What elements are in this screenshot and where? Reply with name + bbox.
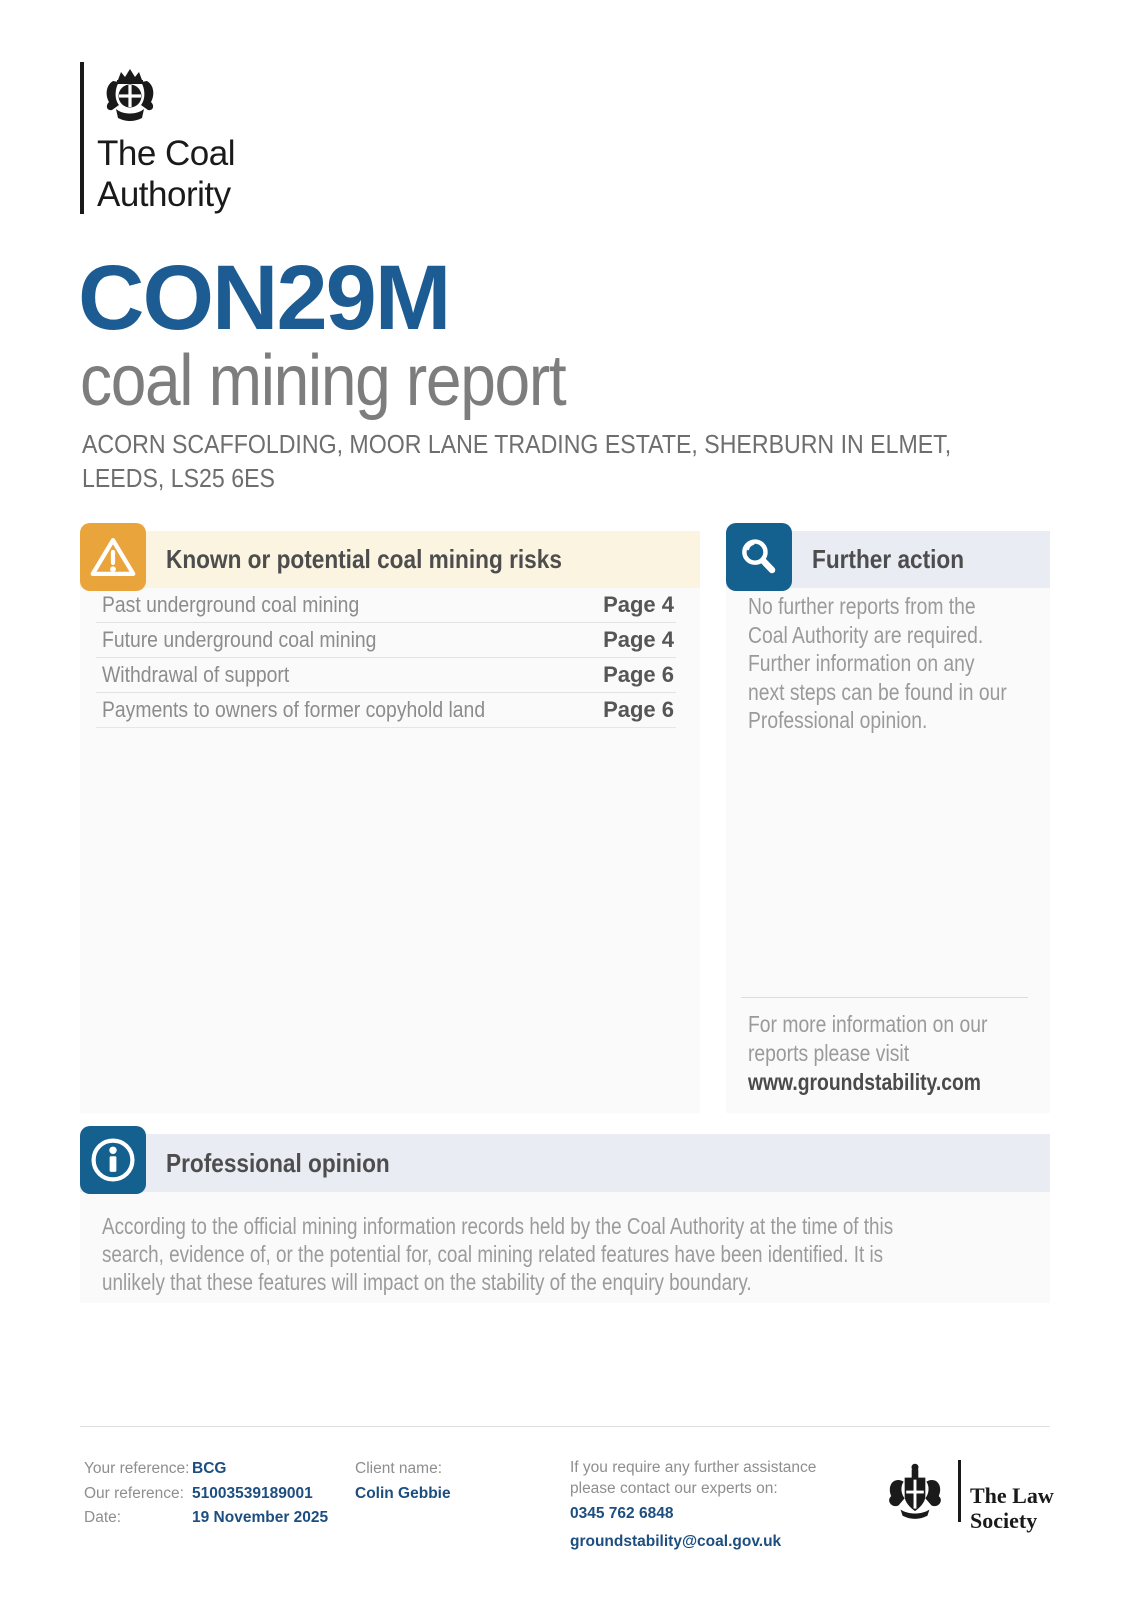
law-society-line-1: The Law xyxy=(970,1483,1054,1508)
risk-item-page: Page 4 xyxy=(603,592,674,617)
law-society-line-2: Society xyxy=(970,1508,1038,1533)
law-society-wordmark xyxy=(970,1483,1054,1533)
logo-wordmark xyxy=(97,133,235,215)
groundstability-website-link[interactable]: www.groundstability.com xyxy=(748,1069,981,1095)
assistance-line-2: please contact our experts on: xyxy=(570,1479,778,1497)
our-reference-label: Our reference: xyxy=(84,1484,184,1502)
table-row xyxy=(96,658,676,693)
client-name-value: Colin Gebbie xyxy=(355,1484,451,1502)
info-icon xyxy=(80,1126,146,1194)
professional-opinion-body xyxy=(102,1212,1067,1296)
logo-line-1: The Coal xyxy=(97,134,236,173)
table-row xyxy=(96,693,676,728)
logo-vertical-bar xyxy=(80,62,84,214)
address-line-2: LEEDS, LS25 6ES xyxy=(82,463,275,493)
risk-item-label: Payments to owners of former copyhold land xyxy=(102,697,486,722)
magnifier-icon xyxy=(726,523,792,591)
more-info-line: For more information on our xyxy=(748,1011,988,1037)
footer-contact xyxy=(570,1458,816,1551)
further-action-body xyxy=(748,592,1056,735)
law-society-crest-icon xyxy=(884,1462,946,1520)
further-action-title: Further action xyxy=(812,544,965,574)
law-society-divider-bar xyxy=(958,1460,961,1522)
client-name-label: Client name: xyxy=(355,1460,443,1477)
risks-contents-list xyxy=(80,588,700,728)
your-reference-label: Your reference: xyxy=(84,1460,190,1478)
warning-icon xyxy=(80,523,146,591)
further-action-line: next steps can be found in our xyxy=(748,678,1007,705)
royal-crest-icon xyxy=(98,63,162,127)
risk-item-page: Page 6 xyxy=(603,697,674,722)
date-value: 19 November 2025 xyxy=(192,1509,329,1527)
table-row xyxy=(96,623,676,658)
footer-client xyxy=(355,1457,451,1506)
more-info-block xyxy=(748,1010,1033,1097)
assistance-line-1: If you require any further assistance xyxy=(570,1459,817,1476)
page-subtitle: coal mining report xyxy=(80,341,566,421)
further-action-line: Professional opinion. xyxy=(748,707,928,733)
address-line-1: ACORN SCAFFOLDING, MOOR LANE TRADING ESTATE, SHERBURN IN ELMET, xyxy=(82,429,952,459)
risk-item-label: Future underground coal mining xyxy=(102,627,377,652)
further-action-divider xyxy=(741,997,1028,998)
more-info-line: reports please visit xyxy=(748,1040,910,1066)
opinion-line: search, evidence of, or the potential for, coal mining related features have been identified. It is xyxy=(102,1241,884,1267)
email-link[interactable]: groundstability@coal.gov.uk xyxy=(570,1533,782,1550)
further-action-line: No further reports from the xyxy=(748,593,976,619)
footer-references xyxy=(84,1457,328,1531)
property-address xyxy=(82,427,1059,495)
further-action-line: Further information on any xyxy=(748,650,975,676)
risk-item-label: Withdrawal of support xyxy=(102,662,290,687)
opinion-line: According to the official mining information records held by the Coal Authority at the time of this xyxy=(102,1213,894,1239)
risk-item-label: Past underground coal mining xyxy=(102,592,360,617)
further-action-line: Coal Authority are required. xyxy=(748,621,984,648)
your-reference-value: BCG xyxy=(192,1460,227,1478)
our-reference-value: 51003539189001 xyxy=(192,1484,313,1502)
logo-line-2: Authority xyxy=(97,175,231,214)
opinion-line: unlikely that these features will impact on the stability of the enquiry boundary. xyxy=(102,1269,752,1295)
footer-divider xyxy=(80,1426,1050,1427)
phone-number: 0345 762 6848 xyxy=(570,1505,674,1522)
professional-opinion-title: Professional opinion xyxy=(166,1148,390,1178)
risk-item-page: Page 4 xyxy=(603,627,674,652)
page-title: CON29M xyxy=(78,247,450,349)
risks-panel-title: Known or potential coal mining risks xyxy=(166,544,562,574)
risk-item-page: Page 6 xyxy=(603,662,674,687)
date-label: Date: xyxy=(84,1509,122,1527)
table-row xyxy=(96,588,676,623)
